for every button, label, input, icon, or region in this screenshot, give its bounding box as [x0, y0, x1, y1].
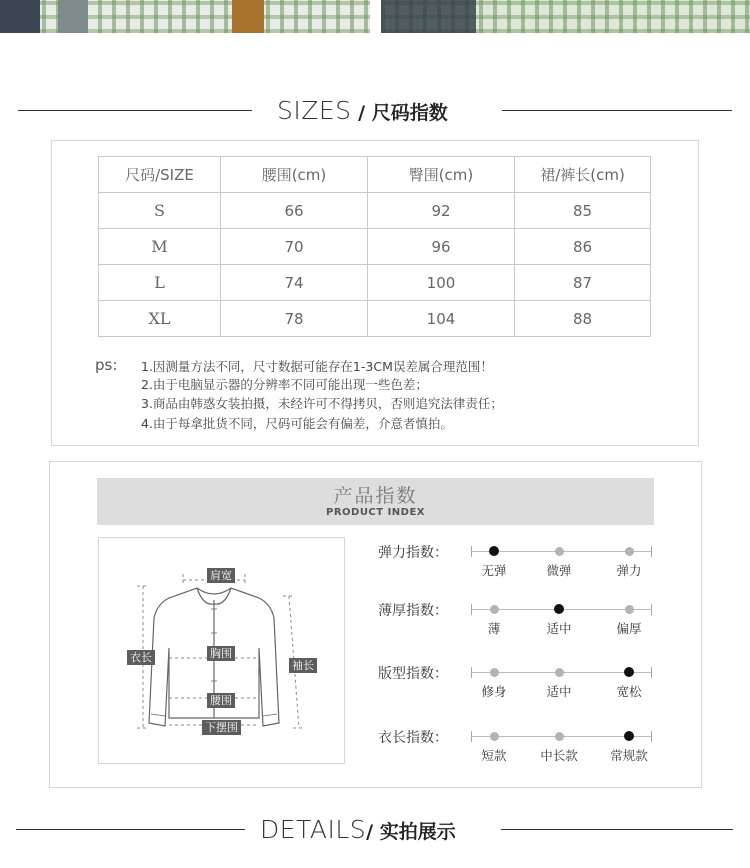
index-dot	[625, 547, 634, 556]
index-dot	[490, 732, 499, 741]
note-4: 4.由于每拿批货不同，尺码可能会有偏差，介意者慎拍。	[141, 416, 453, 431]
label-hem: 下摆围	[202, 720, 241, 735]
waist-cell: 74	[221, 265, 368, 301]
length-cell: 86	[515, 229, 651, 265]
index-option-label: 弹力	[616, 563, 642, 578]
index-option-label: 薄	[487, 621, 501, 636]
index-option-label: 常规款	[610, 748, 648, 763]
index-dot-selected	[624, 731, 634, 741]
waist-cell: 70	[221, 229, 368, 265]
waist-cell: 66	[221, 193, 368, 229]
index-scale-tick	[651, 604, 652, 615]
ps-label: ps:	[95, 356, 118, 374]
product-index-title-cn: 产品指数	[333, 485, 418, 507]
title-divider-left	[18, 110, 252, 111]
sizes-title-sep: /	[351, 102, 372, 124]
header-waist: 腰围(cm)	[221, 157, 368, 193]
index-option-label: 适中	[546, 621, 572, 636]
index-row-label: 薄厚指数：	[378, 603, 448, 619]
index-option-label: 偏厚	[616, 621, 642, 636]
table-row	[99, 301, 651, 337]
index-row-label: 衣长指数：	[378, 730, 448, 746]
index-dot	[490, 668, 499, 677]
garment-diagram	[98, 537, 345, 764]
index-dot	[555, 668, 564, 677]
label-sleeve: 袖长	[289, 658, 317, 673]
index-row-label: 版型指数：	[378, 666, 448, 682]
length-cell: 85	[515, 193, 651, 229]
header-length: 裙/裤长(cm)	[515, 157, 651, 193]
index-scale-tick	[471, 604, 472, 615]
table-row	[99, 229, 651, 265]
table-row	[99, 265, 651, 301]
header-hip: 臀围(cm)	[368, 157, 515, 193]
hip-cell: 100	[368, 265, 515, 301]
size-cell: XL	[99, 301, 221, 337]
note-1: 1.因测量方法不同，尺寸数据可能存在1-3CM误差属合理范围！	[141, 359, 493, 374]
product-index-banner	[97, 478, 654, 525]
index-option-label: 微弹	[546, 563, 572, 578]
details-title-sep: /	[366, 821, 380, 843]
index-dot	[490, 605, 499, 614]
index-scale-tick	[471, 546, 472, 557]
length-cell: 88	[515, 301, 651, 337]
header-size: 尺码/SIZE	[99, 157, 221, 193]
details-divider-left	[16, 829, 245, 830]
index-option-label: 宽松	[616, 684, 642, 699]
index-dot-selected	[554, 604, 564, 614]
size-cell: S	[99, 193, 221, 229]
index-scale-tick	[471, 731, 472, 742]
index-row-label: 弹力指数：	[378, 545, 448, 561]
note-3: 3.商品由韩惑女装拍摄，未经许可不得拷贝，否则追究法律责任；	[141, 396, 503, 411]
sizes-title-en: SIZES	[277, 96, 352, 125]
index-option-label: 修身	[481, 684, 507, 699]
index-scale-tick	[651, 546, 652, 557]
details-title-cn: 实拍展示	[379, 821, 456, 843]
index-option-label: 适中	[546, 684, 572, 699]
details-title	[260, 815, 456, 844]
sizes-title	[277, 96, 448, 125]
hip-cell: 96	[368, 229, 515, 265]
length-cell: 87	[515, 265, 651, 301]
label-shoulder: 肩宽	[207, 568, 235, 583]
index-scale-tick	[651, 731, 652, 742]
index-dot	[555, 547, 564, 556]
hip-cell: 104	[368, 301, 515, 337]
index-dot-selected	[489, 546, 499, 556]
sizes-title-cn: 尺码指数	[371, 102, 448, 124]
index-dot-selected	[624, 667, 634, 677]
size-cell: L	[99, 265, 221, 301]
top-photo-right	[381, 0, 750, 33]
index-dot	[625, 605, 634, 614]
index-option-label: 中长款	[540, 748, 578, 763]
index-dot	[555, 732, 564, 741]
size-table	[98, 156, 651, 337]
top-photo-left	[0, 0, 370, 33]
index-option-label: 短款	[481, 748, 507, 763]
size-cell: M	[99, 229, 221, 265]
index-scale-tick	[651, 667, 652, 678]
index-option-label: 无弹	[481, 563, 507, 578]
note-2: 2.由于电脑显示器的分辨率不同可能出现一些色差；	[141, 377, 428, 392]
details-title-en: DETAILS	[260, 815, 367, 844]
table-header-row	[99, 157, 651, 193]
hip-cell: 92	[368, 193, 515, 229]
label-waist: 腰围	[207, 693, 235, 708]
table-row	[99, 193, 651, 229]
details-divider-right	[501, 829, 733, 830]
label-chest: 胸围	[207, 646, 235, 661]
title-divider-right	[502, 110, 732, 111]
product-index-title-en: PRODUCT INDEX	[325, 507, 426, 518]
waist-cell: 78	[221, 301, 368, 337]
index-scale-tick	[471, 667, 472, 678]
label-length: 衣长	[127, 650, 155, 665]
